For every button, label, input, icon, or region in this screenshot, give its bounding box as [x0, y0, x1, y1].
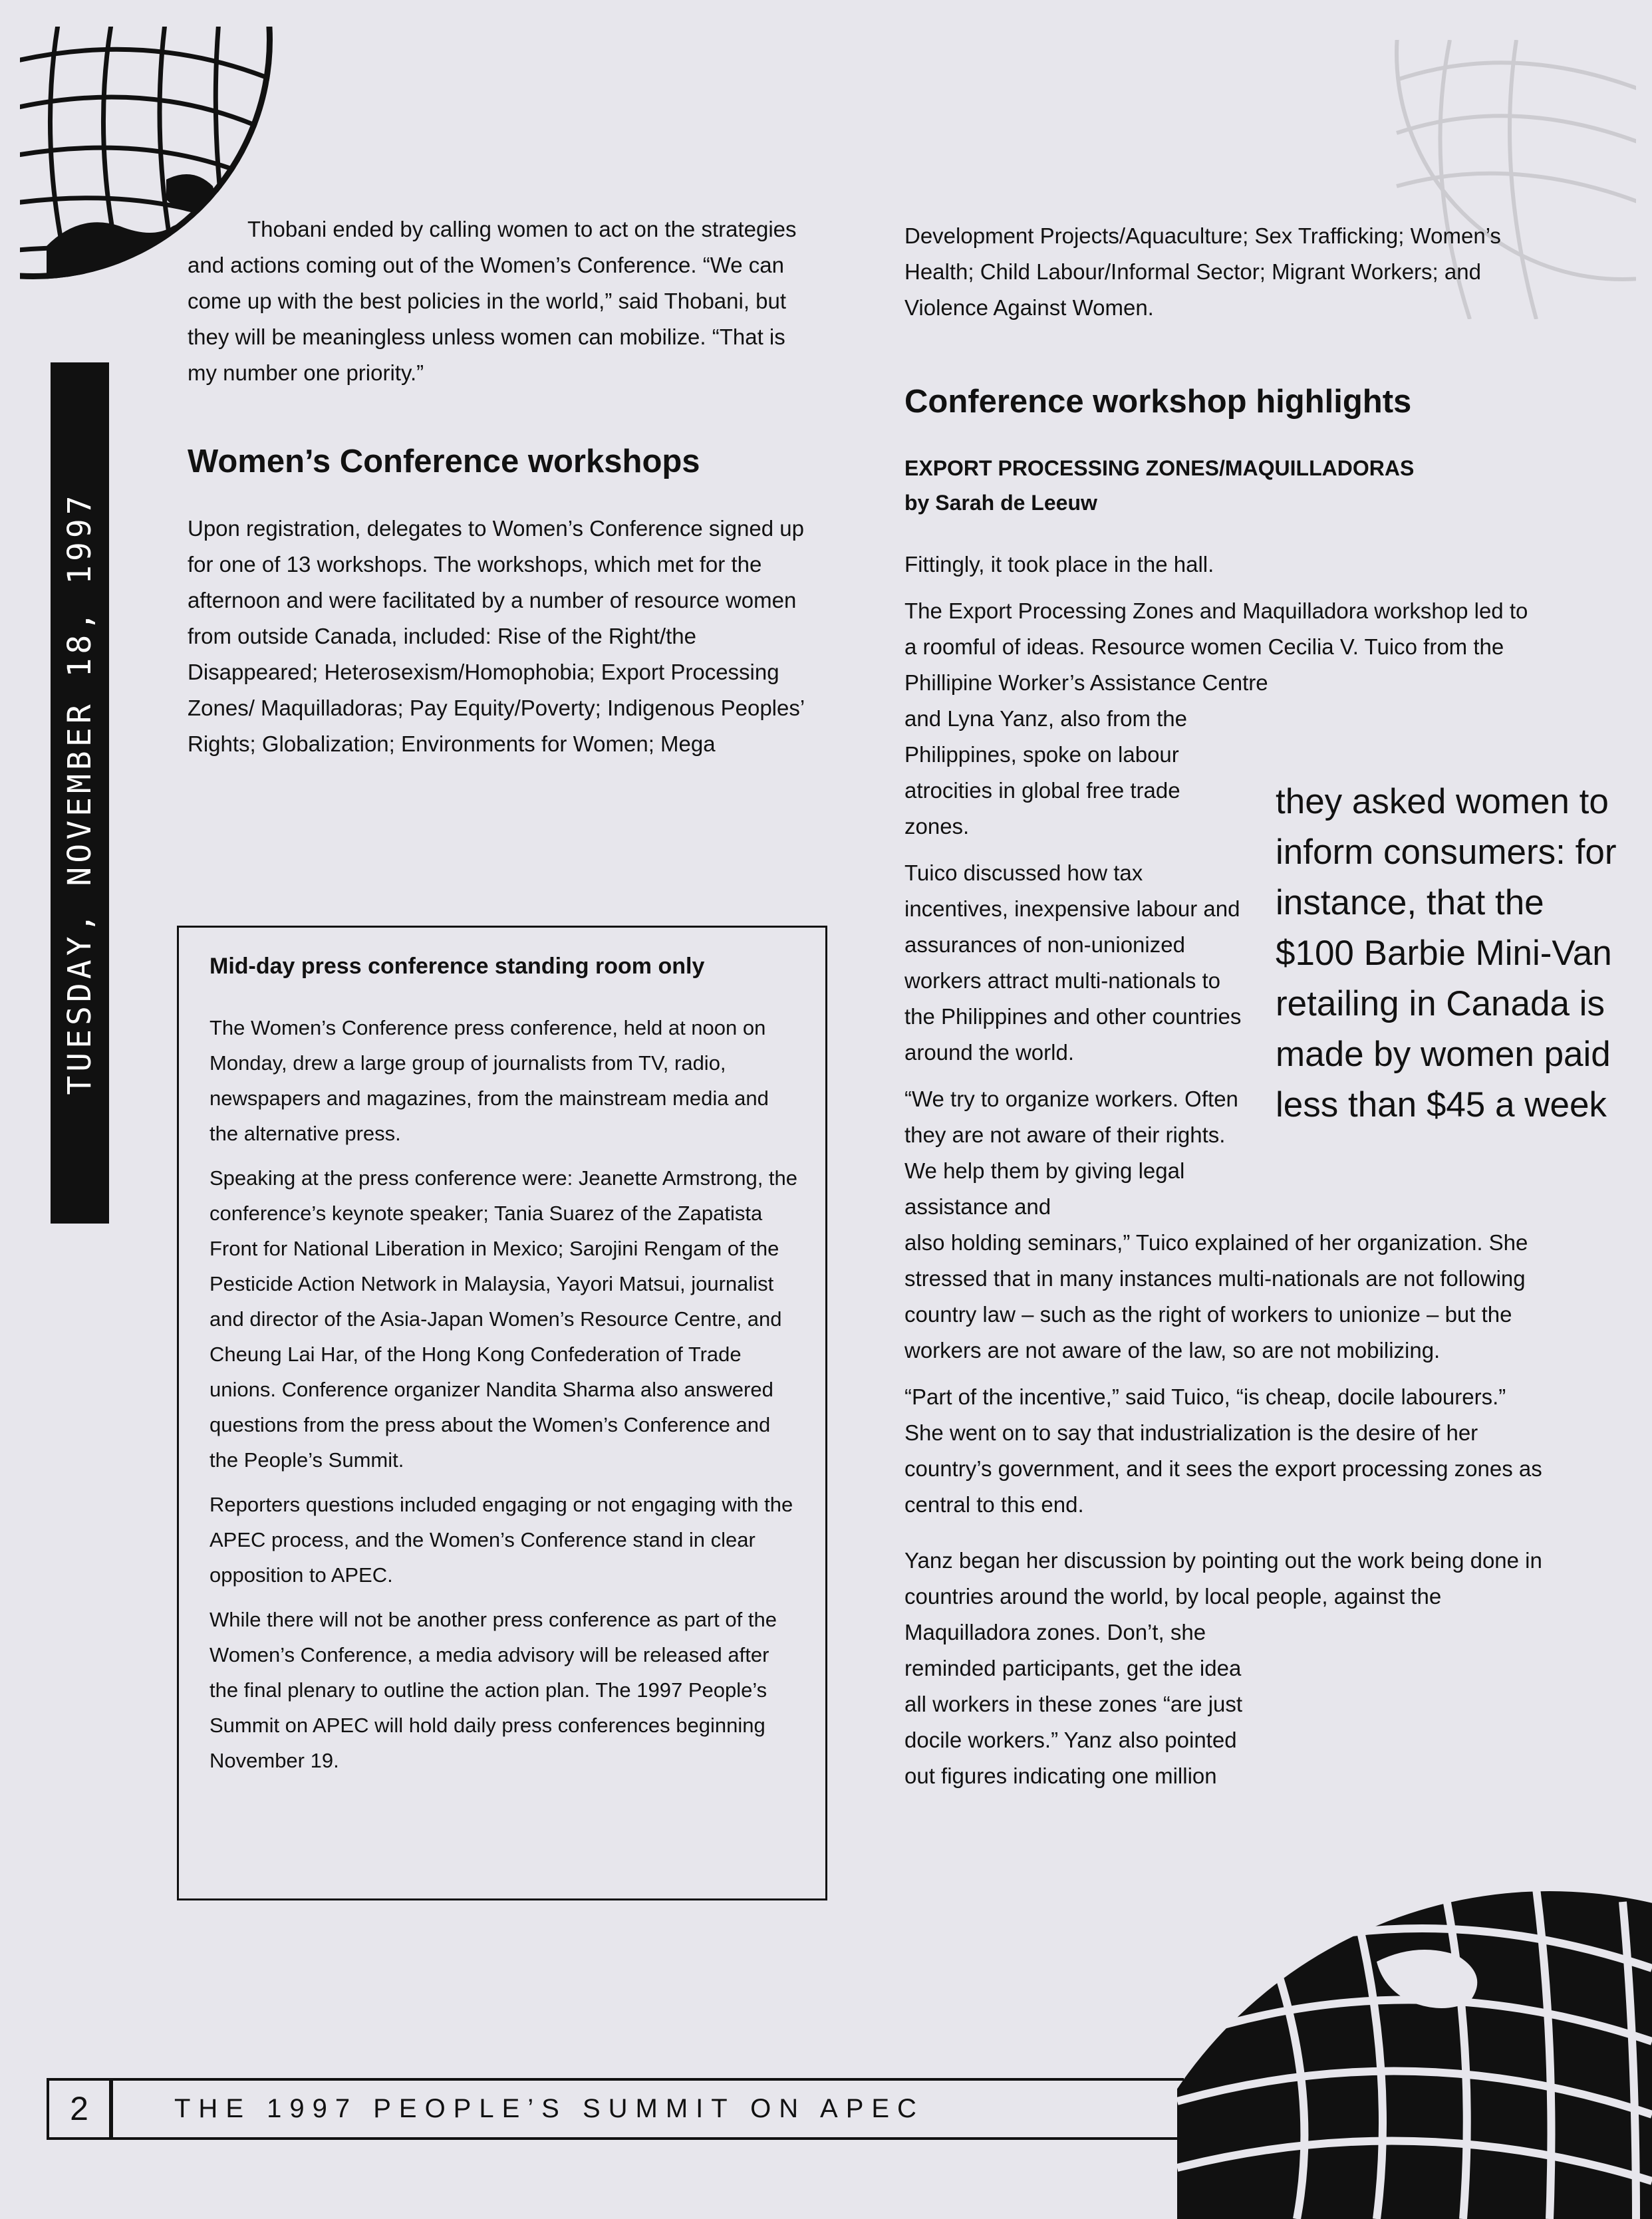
left-column — [188, 211, 819, 773]
press-conference-sidebar — [177, 926, 827, 1900]
publication-title: THE 1997 PEOPLE’S SUMMIT ON APEC — [174, 2094, 924, 2123]
article-paragraph: Fittingly, it took place in the hall. — [904, 552, 1214, 577]
article-paragraph: Tuico discussed how tax incentives, inexpensive labour and assurances of non-unionized workers attract multi-nationals to the Philippines and other countries around the world. — [904, 860, 1242, 1065]
sidebar-heading: Mid-day press conference standing room only — [209, 954, 705, 979]
sidebar-paragraph: While there will not be another press conference as part of the Women’s Conference, a media advisory will be released after the final plenary to outline the action plan. The 1997 People’s Summit on APEC will hold daily press conferences beginning November 19. — [209, 1608, 777, 1772]
workshops-continuation: Development Projects/Aquaculture; Sex Trafficking; Women’s Health; Child Labour/Informal Sector; Migrant Workers; and Violence Against Women. — [904, 223, 1501, 320]
dateline-text: TUESDAY, NOVEMBER 18, 1997 — [61, 491, 98, 1095]
sidebar-paragraph: Speaking at the press conference were: Jeanette Armstrong, the conference’s keynote speaker; Tania Suarez of the Zapatista Front for National Liberation in Mexico; Sarojini Rengam of the Pesticide Action Network in Malaysia, Yayori Matsui, journalist and director of the Asia-Japan Women’s Resource Centre, and Cheung Lai Har, of the Hong Kong Confederation of Trade unions. Conference organizer Nandita Sharma also answered questions from the press about the Women’s Conference and the People’s Summit. — [209, 1166, 798, 1472]
article-paragraph: “Part of the incentive,” said Tuico, “is cheap, docile labourers.” She went on to say that industrialization is the desire of her country’s government, and it sees the export processing zones as central to this end. — [904, 1384, 1542, 1517]
page-number: 2 — [47, 2081, 113, 2137]
globe-icon — [1177, 1875, 1652, 2219]
article-paragraph: The Export Processing Zones and Maquilladora workshop led to a roomful of ideas. Resource women Cecilia V. Tuico from the Phillipine Worker’s Assistance Centre — [904, 598, 1528, 695]
sidebar-paragraph: Reporters questions included engaging or not engaging with the APEC process, and the Women’s Conference stand in clear opposition to APEC. — [209, 1493, 793, 1587]
article-paragraph: also holding seminars,” Tuico explained of her organization. She stressed that in many instances multi-nationals are not following country law – such as the right of workers to unionize – but the workers are not aware of the law, so are not mobilizing. — [904, 1230, 1528, 1363]
dateline-bar — [51, 362, 109, 1224]
sidebar-paragraph: The Women’s Conference press conference, held at noon on Monday, drew a large group of journalists from TV, radio, newspapers and magazines, from the mainstream media and the alternative press. — [209, 1016, 769, 1145]
article-paragraph: “We try to organize workers. Often they are not aware of their rights. We help them by giving legal assistance and — [904, 1087, 1238, 1219]
article-subheading: EXPORT PROCESSING ZONES/MAQUILLADORAS — [904, 456, 1415, 480]
workshops-heading: Women’s Conference workshops — [188, 444, 700, 479]
intro-paragraph: Thobani ended by calling women to act on the strategies and actions coming out of the Women’s Conference. “We can come up with the best policies in the world,” said Thobani, but they will be meaningless unless women can mobilize. “That is my number one priority.” — [188, 217, 797, 385]
page-footer — [47, 2078, 1184, 2140]
article-paragraph: Yanz began her discussion by pointing out the work being done in countries around the world, by local people, against the Maquilladora zones. Don’t, she — [904, 1548, 1542, 1644]
article-paragraph: and Lyna Yanz, also from the Philippines, spoke on labour atrocities in global free trade zones. — [904, 706, 1187, 839]
pull-quote: they asked women to inform consumers: for instance, that the $100 Barbie Mini-Van retailing in Canada is made by women paid less than $45 a week — [1276, 782, 1617, 1124]
workshops-paragraph: Upon registration, delegates to Women’s Conference signed up for one of 13 workshops. The workshops, which met for the afternoon and were facilitated by a number of resource women from outside Canada, included: Rise of the Right/the Disappeared; Heterosexism/Homophobia; Export Processing Zones/ Maquilladoras; Pay Equity/Poverty; Indigenous Peoples’ Rights; Globalization; Environments for Women; Mega — [188, 516, 805, 756]
article-paragraph: reminded participants, get the idea all workers in these zones “are just docile workers.” Yanz also pointed out figures indicating one million — [904, 1656, 1243, 1788]
highlights-heading: Conference workshop highlights — [904, 384, 1412, 420]
article-byline: by Sarah de Leeuw — [904, 491, 1097, 515]
